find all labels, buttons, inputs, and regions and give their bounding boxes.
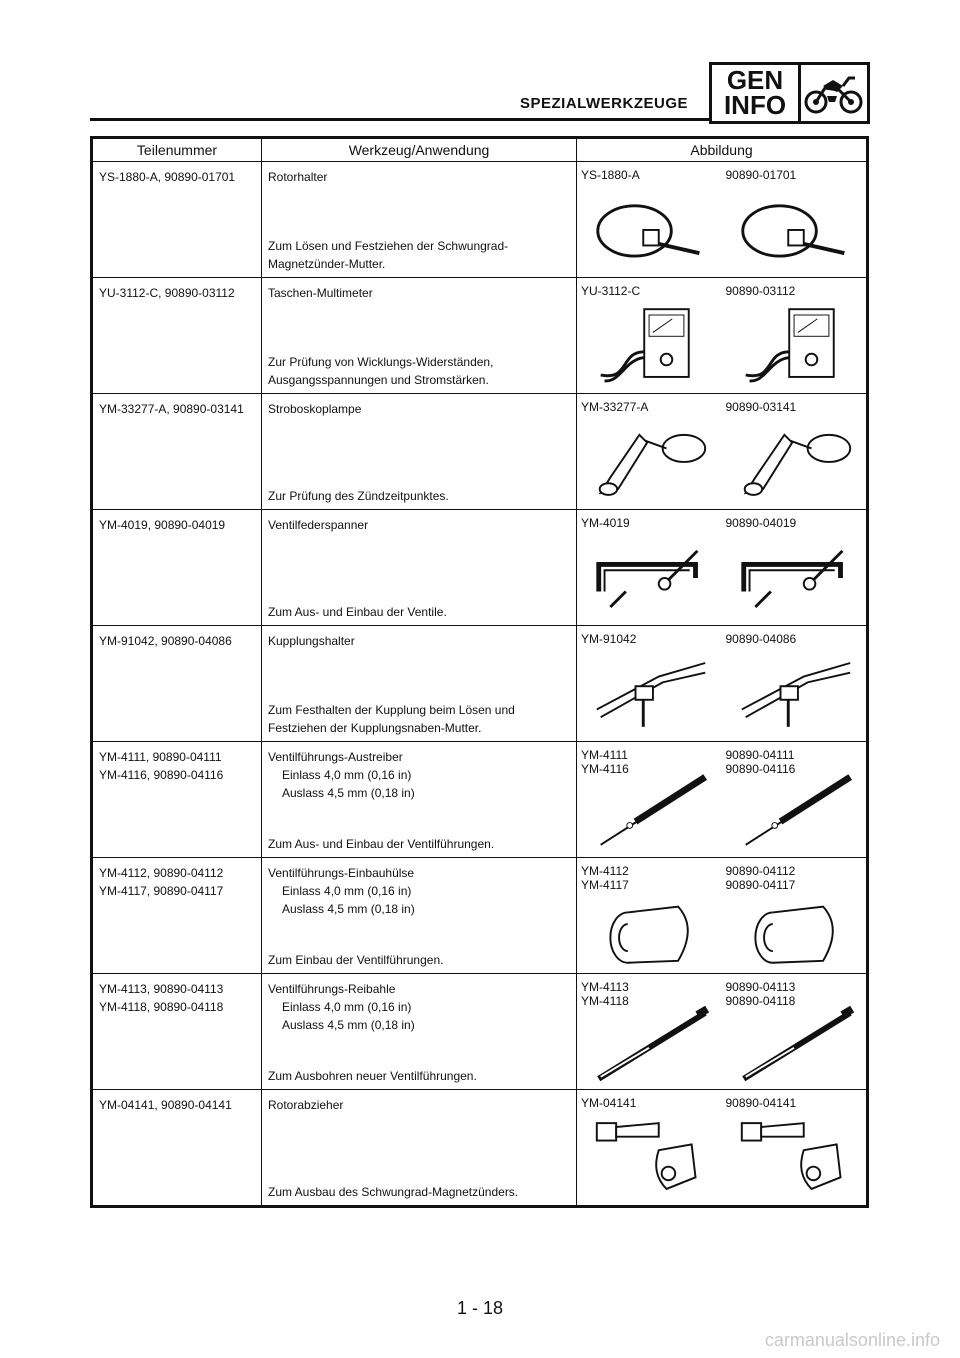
illustration-90890 [722, 394, 867, 509]
illustration-cell [577, 626, 868, 742]
illustration-cell [577, 858, 868, 974]
illustration-label: YM-33277-A [581, 400, 649, 414]
tool-usage: Zum Lösen und Festziehen der Schwungrad-Magnetzünder-Mutter. [268, 239, 509, 271]
tool-usage: Zum Ausbau des Schwungrad-Magnetzünders. [268, 1185, 519, 1199]
rotor-puller-icon [736, 1114, 856, 1200]
illustration-yamaha [577, 742, 722, 857]
tool-usage: Zum Einbau der Ventilführungen. [268, 953, 444, 967]
rotor-puller-icon [591, 1114, 711, 1200]
tool-usage: Zum Festhalten der Kupplung beim Lösen und Festziehen der Kupplungsnaben-Mutter. [268, 703, 515, 735]
valve-guide-reamer-icon [736, 998, 856, 1084]
part-number-cell [92, 162, 262, 278]
tool-name: Ventilführungs-Einbauhülse [268, 866, 415, 880]
illustration-cell [577, 394, 868, 510]
col-header-part-number: Teilenummer [92, 138, 262, 162]
table-row [92, 858, 868, 974]
tool-usage-cell [262, 626, 577, 742]
valve-guide-reamer-icon [591, 998, 711, 1084]
tool-name: Ventilführungs-Reibahle [268, 982, 396, 996]
illustration-label: 90890-03141 [725, 400, 797, 414]
valve-guide-remover-icon [591, 766, 711, 852]
illustration-yamaha [577, 162, 722, 277]
illustration-90890 [722, 858, 867, 973]
table-row [92, 626, 868, 742]
illustration-90890 [722, 742, 867, 857]
part-number-cell [92, 742, 262, 858]
tool-name: Kupplungshalter [268, 634, 355, 648]
tool-usage-cell [262, 162, 577, 278]
valve-guide-installer-icon [736, 882, 856, 968]
illustration-label: 90890-04111 90890-04116 [725, 748, 796, 776]
valve-spring-compressor-icon [736, 534, 856, 620]
illustration-90890 [722, 1090, 867, 1205]
table-row [92, 742, 868, 858]
tool-usage-cell [262, 974, 577, 1090]
tool-usage-cell [262, 858, 577, 974]
illustration-yamaha [577, 278, 722, 393]
illustration-cell [577, 510, 868, 626]
illustration-label: 90890-03112 [725, 284, 796, 298]
part-number: YM-91042, 90890-04086 [99, 634, 232, 648]
tool-spec: Auslass 4,5 mm (0,18 in) [282, 1018, 415, 1032]
valve-spring-compressor-icon [591, 534, 711, 620]
tool-spec: Einlass 4,0 mm (0,16 in) [282, 1000, 412, 1014]
part-number: YM-4113, 90890-04113 [99, 982, 224, 996]
illustration-label: 90890-04086 [725, 632, 797, 646]
illustration-yamaha [577, 394, 722, 509]
part-number: YU-3112-C, 90890-03112 [99, 286, 235, 300]
timing-light-icon [591, 418, 711, 504]
multimeter-icon [736, 302, 856, 388]
illustration-90890 [722, 162, 867, 277]
badge-line-2: INFO [723, 90, 787, 120]
tool-name: Rotorabzieher [268, 1098, 344, 1112]
table-row [92, 974, 868, 1090]
tool-usage: Zur Prüfung des Zündzeitpunktes. [268, 489, 449, 503]
table-row [92, 162, 868, 278]
illustration-label: 90890-04019 [725, 516, 797, 530]
illustration-cell [577, 1090, 868, 1207]
part-number-cell [92, 974, 262, 1090]
timing-light-icon [736, 418, 856, 504]
part-number-cell [92, 510, 262, 626]
tool-usage-cell [262, 742, 577, 858]
tool-usage: Zum Ausbohren neuer Ventilführungen. [268, 1069, 477, 1083]
illustration-label: YU-3112-C [581, 284, 641, 298]
illustration-label: 90890-01701 [725, 168, 797, 182]
illustration-yamaha [577, 626, 722, 741]
illustration-90890 [722, 974, 867, 1089]
tool-name: Stroboskoplampe [268, 402, 362, 416]
illustration-label: YM-91042 [581, 632, 637, 646]
clutch-holder-icon [591, 650, 711, 736]
special-tools-table [90, 136, 869, 1208]
tool-name: Ventilführungs-Austreiber [268, 750, 403, 764]
part-number: YM-4019, 90890-04019 [99, 518, 226, 532]
tool-usage-cell [262, 278, 577, 394]
table-header-row [92, 138, 868, 162]
tool-spec: Auslass 4,5 mm (0,18 in) [282, 902, 415, 916]
clutch-holder-icon [736, 650, 856, 736]
part-number: YM-4116, 90890-04116 [99, 768, 224, 782]
illustration-yamaha [577, 510, 722, 625]
header-rule [90, 118, 710, 121]
illustration-cell [577, 974, 868, 1090]
illustration-label: YM-4112 YM-4117 [581, 864, 629, 892]
multimeter-icon [591, 302, 711, 388]
illustration-cell [577, 162, 868, 278]
illustration-label: YS-1880-A [581, 168, 640, 182]
illustration-label: 90890-04112 90890-04117 [725, 864, 796, 892]
illustration-label: 90890-04141 [725, 1096, 797, 1110]
illustration-cell [577, 278, 868, 394]
tool-name: Rotorhalter [268, 170, 328, 184]
illustration-90890 [722, 278, 867, 393]
illustration-yamaha [577, 1090, 722, 1205]
table-row [92, 278, 868, 394]
part-number: YM-33277-A, 90890-03141 [99, 402, 244, 416]
illustration-label: 90890-04113 90890-04118 [725, 980, 796, 1008]
valve-guide-remover-icon [736, 766, 856, 852]
part-number: YM-04141, 90890-04141 [99, 1098, 232, 1112]
table-row [92, 1090, 868, 1207]
tool-name: Ventilfederspanner [268, 518, 369, 532]
table-row [92, 510, 868, 626]
part-number: YM-4118, 90890-04118 [99, 1000, 224, 1014]
part-number-cell [92, 626, 262, 742]
illustration-yamaha [577, 858, 722, 973]
illustration-90890 [722, 510, 867, 625]
illustration-yamaha [577, 974, 722, 1089]
part-number-cell [92, 278, 262, 394]
part-number: YM-4111, 90890-04111 [99, 750, 222, 764]
part-number: YS-1880-A, 90890-01701 [99, 170, 236, 184]
part-number-cell [92, 394, 262, 510]
illustration-label: YM-04141 [581, 1096, 637, 1110]
tool-usage-cell [262, 394, 577, 510]
part-number: YM-4112, 90890-04112 [99, 866, 224, 880]
watermark: carmanualsonline.info [764, 1330, 940, 1350]
illustration-90890 [722, 626, 867, 741]
tool-usage: Zur Prüfung von Wicklungs-Widerständen, Ausgangsspannungen und Stromstärken. [268, 355, 494, 387]
illustration-label: YM-4111 YM-4116 [581, 748, 629, 776]
table-row [92, 394, 868, 510]
part-number-cell [92, 1090, 262, 1207]
tool-spec: Auslass 4,5 mm (0,18 in) [282, 786, 415, 800]
tool-name: Taschen-Multimeter [268, 286, 373, 300]
tool-spec: Einlass 4,0 mm (0,16 in) [282, 768, 412, 782]
tool-usage: Zum Aus- und Einbau der Ventilführungen. [268, 837, 495, 851]
tool-usage: Zum Aus- und Einbau der Ventile. [268, 605, 447, 619]
illustration-label: YM-4113 YM-4118 [581, 980, 629, 1008]
badge-line-1: GEN [726, 65, 784, 95]
page-number: 1 - 18 [456, 1298, 504, 1318]
tool-usage-cell [262, 510, 577, 626]
valve-guide-installer-icon [591, 882, 711, 968]
illustration-label: YM-4019 [581, 516, 630, 530]
col-header-illustration: Abbildung [577, 138, 868, 162]
rotor-holder-icon [736, 186, 856, 272]
illustration-cell [577, 742, 868, 858]
gen-info-badge [709, 62, 870, 124]
motorcycle-icon [803, 70, 865, 116]
tool-usage-cell [262, 1090, 577, 1207]
tool-spec: Einlass 4,0 mm (0,16 in) [282, 884, 412, 898]
rotor-holder-icon [591, 186, 711, 272]
section-title: SPEZIALWERKZEUGE [520, 95, 689, 112]
part-number: YM-4117, 90890-04117 [99, 884, 224, 898]
part-number-cell [92, 858, 262, 974]
col-header-tool-usage: Werkzeug/Anwendung [262, 138, 577, 162]
